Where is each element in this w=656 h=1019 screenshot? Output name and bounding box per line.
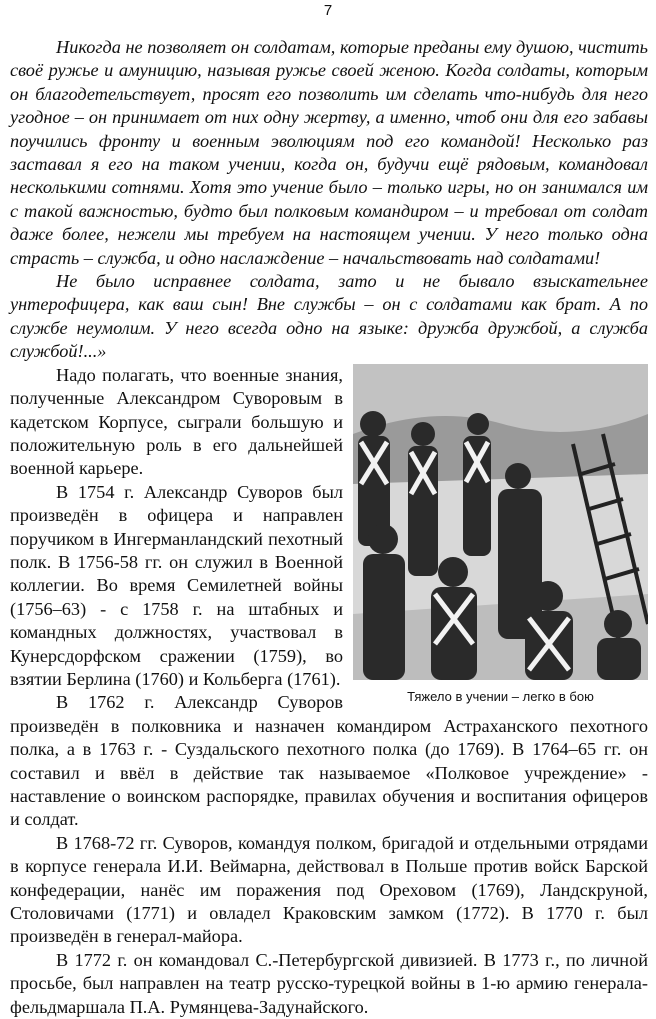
illustration-caption: Тяжело в учении – легко в бою <box>407 688 594 704</box>
quote-paragraph-2: Не было исправнее солдата, зато и не бывало взыскательнее унтерофицера, как ваш сын! Вне службы – он с солдатами как брат. А по службе неумолим. У него всегда одно на языке: дружба дружбой, а служба службой!...» <box>10 271 648 362</box>
paragraph-4: В 1768-72 гг. Суворов, командуя полком, бригадой и отдельными отрядами в корпусе генерала И.И. Веймарна, действовал в Польше против войск Барской конфедерации, нанёс им поражения под Ореховом (1769), Ландскруной, Столовичами (1771) и овладел Краковским замком (1772). В 1770 г. был произведён в генерал-майора. <box>10 832 648 947</box>
page-text <box>10 36 648 1019</box>
illustration <box>353 364 648 705</box>
paragraph-2: В 1754 г. Александр Суворов был произведён в офицера и направлен поручиком в Ингерманландский пехотный полк. В 1756-58 гг. он служил в Военной коллегии. Во время Семилетней войны (1756–63) - с 1758 г. на штабных и командных должностях, участвовал в Кунерсдорфском сражении (1759), во взятии Берлина (1760) и Кольберга (1761). <box>10 481 343 689</box>
quote-paragraph-1: Никогда не позволяет он солдатам, которые преданы ему душою, чистить своё ружье и амуницию, называя ружье своей женою. Когда солдаты, которым он благодетельствует, просят его позволить им сделать что-нибудь для него угодное – он принимает от них одну жертву, а именно, чтоб они для его забавы поучились фронту и военным эволюциям под его командой! Несколько раз заставал я его на таком учении, когда он, будучи ещё рядовым, командовал несколькими сотнями. Хотя это учение было – только игры, но он занимался им с такой важностью, будто был полковым командиром – и требовал от солдат даже более, нежели мы требуем на настоящем учении. У него только одна страсть – служба, и одно наслаждение – начальствовать над солдатами! <box>10 37 648 268</box>
paragraph-5: В 1772 г. он командовал С.-Петербургской дивизией. В 1773 г., по личной просьбе, был направлен на театр русско-турецкой войны в 1-ю армию генерала-фельдмаршала П.А. Румянцева-Задунайского. <box>10 949 648 1017</box>
page-number: 7 <box>323 2 333 19</box>
paragraph-3: В 1762 г. Александр Суворов произведён в полковника и назначен командиром Астраханского пехотного полка, а в 1763 г. - Суздальского пехотного полка (до 1769). В 1764–65 гг. он составил и ввёл в действие так называемое «Полковое учреждение» - наставление о воинском распорядке, правилах обучения и воспитания офицеров и солдат. <box>10 692 648 830</box>
soldiers-drill-engraving <box>353 364 648 680</box>
paragraph-1: Надо полагать, что военные знания, полученные Александром Суворовым в кадетском Корпусе, сыграли большую и положительную роль в его дальнейшей военной карьере. <box>10 364 343 479</box>
